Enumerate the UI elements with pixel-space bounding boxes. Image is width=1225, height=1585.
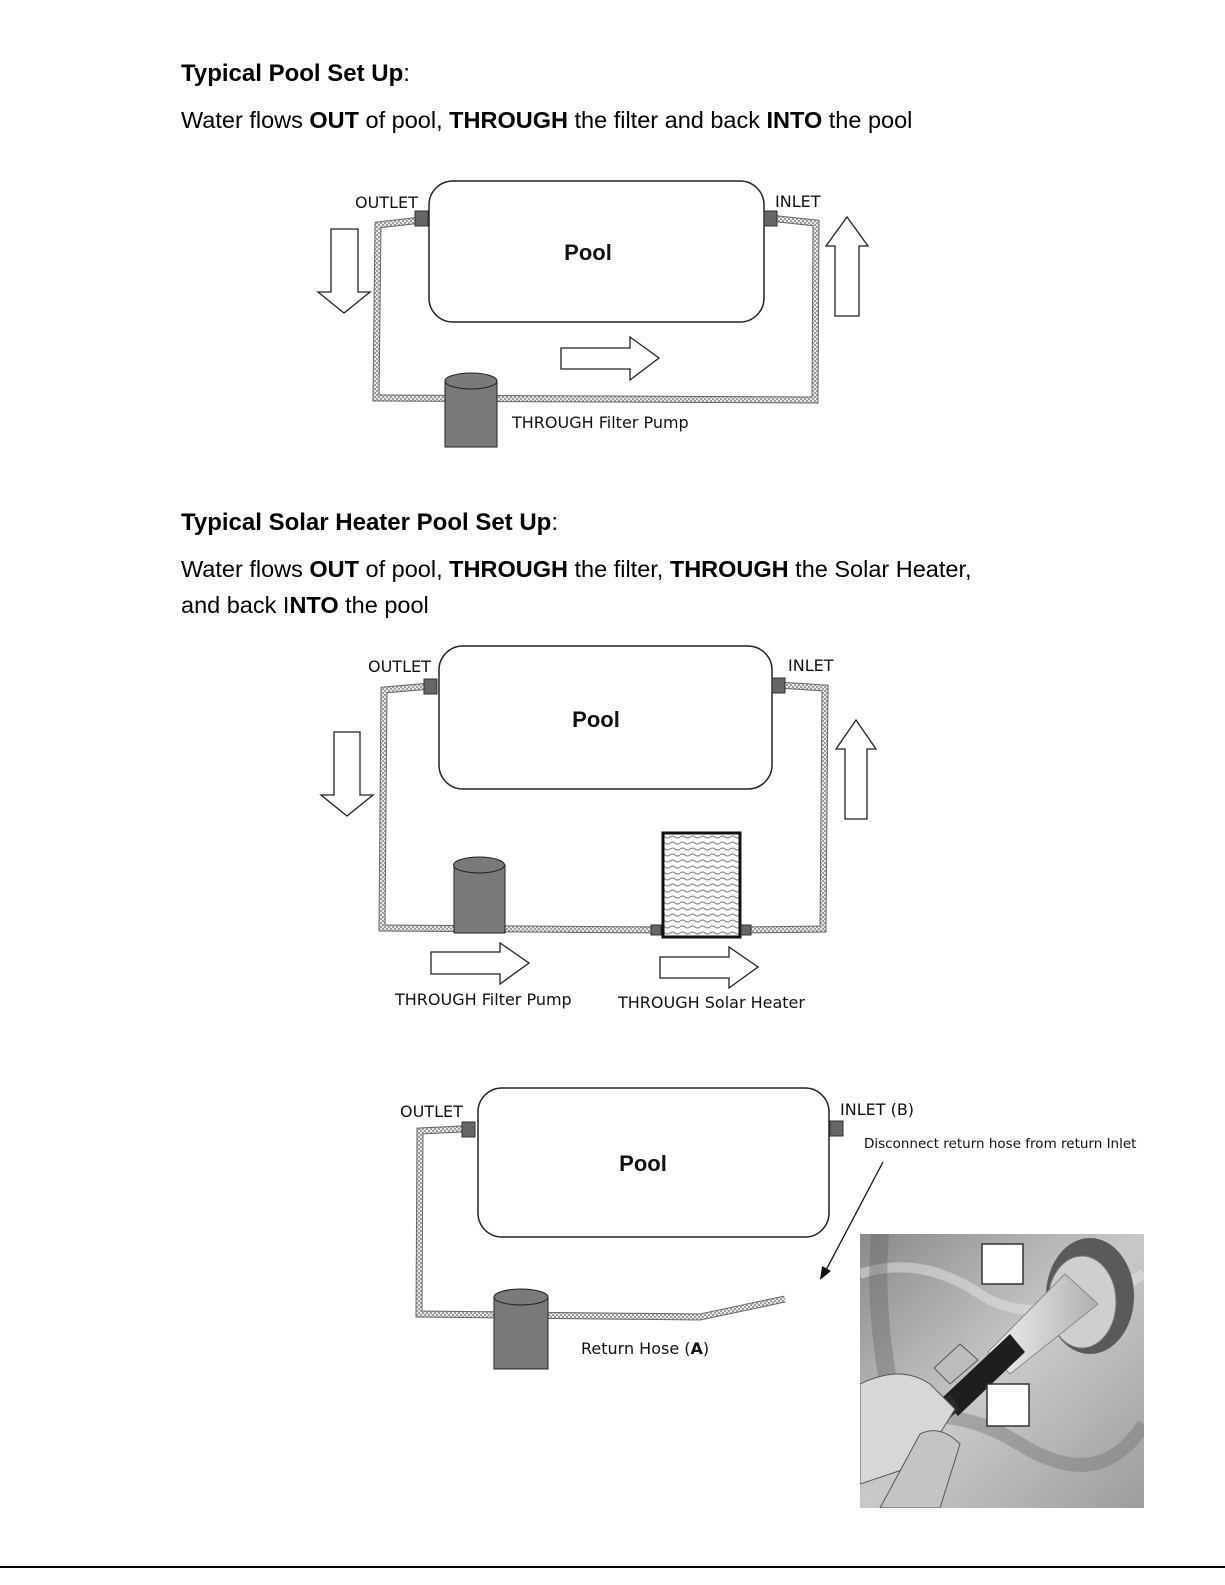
diagram1-filter-pump-icon [445,373,497,447]
diagram3-instruction-label: Disconnect return hose from return Inlet [864,1136,1137,1152]
diagram3-hose-label [581,1339,709,1358]
diagram1-inlet-label: INLET [775,192,821,211]
section2-text-part: the pool [338,592,429,618]
diagram1-arrow-down-icon [318,229,370,313]
section2-text-bold: NTO [289,592,339,618]
diagram2-inlet-connector [772,678,785,693]
diagram1-pump-label: THROUGH Filter Pump [512,413,689,432]
diagram2-pool-label: Pool [572,707,620,732]
diagram3-outlet-label: OUTLET [400,1102,463,1121]
diagram3-filter-pump-icon [494,1289,548,1369]
return-inlet-photo [860,1234,1144,1508]
section1-text-part: Water flows [181,107,310,133]
section1-text-part: the filter and back [567,107,767,133]
section2-text-bold: OUT [309,556,360,582]
section2-text-part: and back I [181,592,290,618]
diagram3-hose-label-letter: A [690,1339,703,1358]
diagram2-heater-label: THROUGH Solar Heater [618,993,805,1012]
section1-heading-colon: : [403,60,410,87]
section2-text-part: of pool, [359,556,450,582]
diagram3-hose-label-prefix: Return Hose ( [581,1339,691,1358]
diagram2-filter-pump-icon [454,857,506,933]
diagram3-inlet-label: INLET (B) [840,1100,915,1119]
section2-heading-text: Typical Solar Heater Pool Set Up [181,509,552,536]
diagram2-outlet-connector [424,679,437,694]
page-bottom-rule [0,1566,1225,1568]
diagram2-arrow-up-icon [836,720,876,819]
diagram3-outlet-connector [462,1122,475,1137]
diagram3-hose-label-suffix: ) [702,1339,710,1358]
section1-text-bold: THROUGH [449,107,568,133]
diagram1-arrow-right-icon [561,337,659,380]
diagram1-pool-label: Pool [564,240,612,265]
section2-text-bold: THROUGH [669,556,789,582]
section1-text-bold: INTO [766,107,823,133]
diagram1-outlet-connector [415,211,428,226]
diagram2-solar-heater-icon [651,833,751,937]
diagram2-pump-label: THROUGH Filter Pump [395,990,572,1009]
diagram2 [321,646,876,1012]
diagram1-inlet-connector [764,211,777,226]
section2-text-part: the filter, [567,556,670,582]
section2-text-part: the Solar Heater, [788,556,972,582]
diagram3-inlet-connector [830,1121,843,1136]
diagram3-pool-label: Pool [619,1151,667,1176]
diagram2-arrow-down-icon [321,732,373,816]
diagram1 [318,181,868,447]
section2-text-part: Water flows [181,556,310,582]
section2-heading-colon: : [551,509,558,536]
diagram2-outlet-label: OUTLET [368,657,431,676]
section2-text-bold: THROUGH [449,556,568,582]
diagram1-arrow-up-icon [826,217,868,316]
diagram1-outlet-label: OUTLET [355,193,418,212]
section1-text-part: the pool [822,107,913,133]
section1-text-bold: OUT [309,107,360,133]
section1-heading-text: Typical Pool Set Up [181,60,404,87]
section1-text-part: of pool, [359,107,450,133]
return-inlet-photo-drawing [860,1234,1144,1508]
diagram2-arrow-right-pump-icon [431,943,529,984]
diagram2-arrow-right-heater-icon [660,947,758,988]
diagram2-inlet-label: INLET [788,656,834,675]
